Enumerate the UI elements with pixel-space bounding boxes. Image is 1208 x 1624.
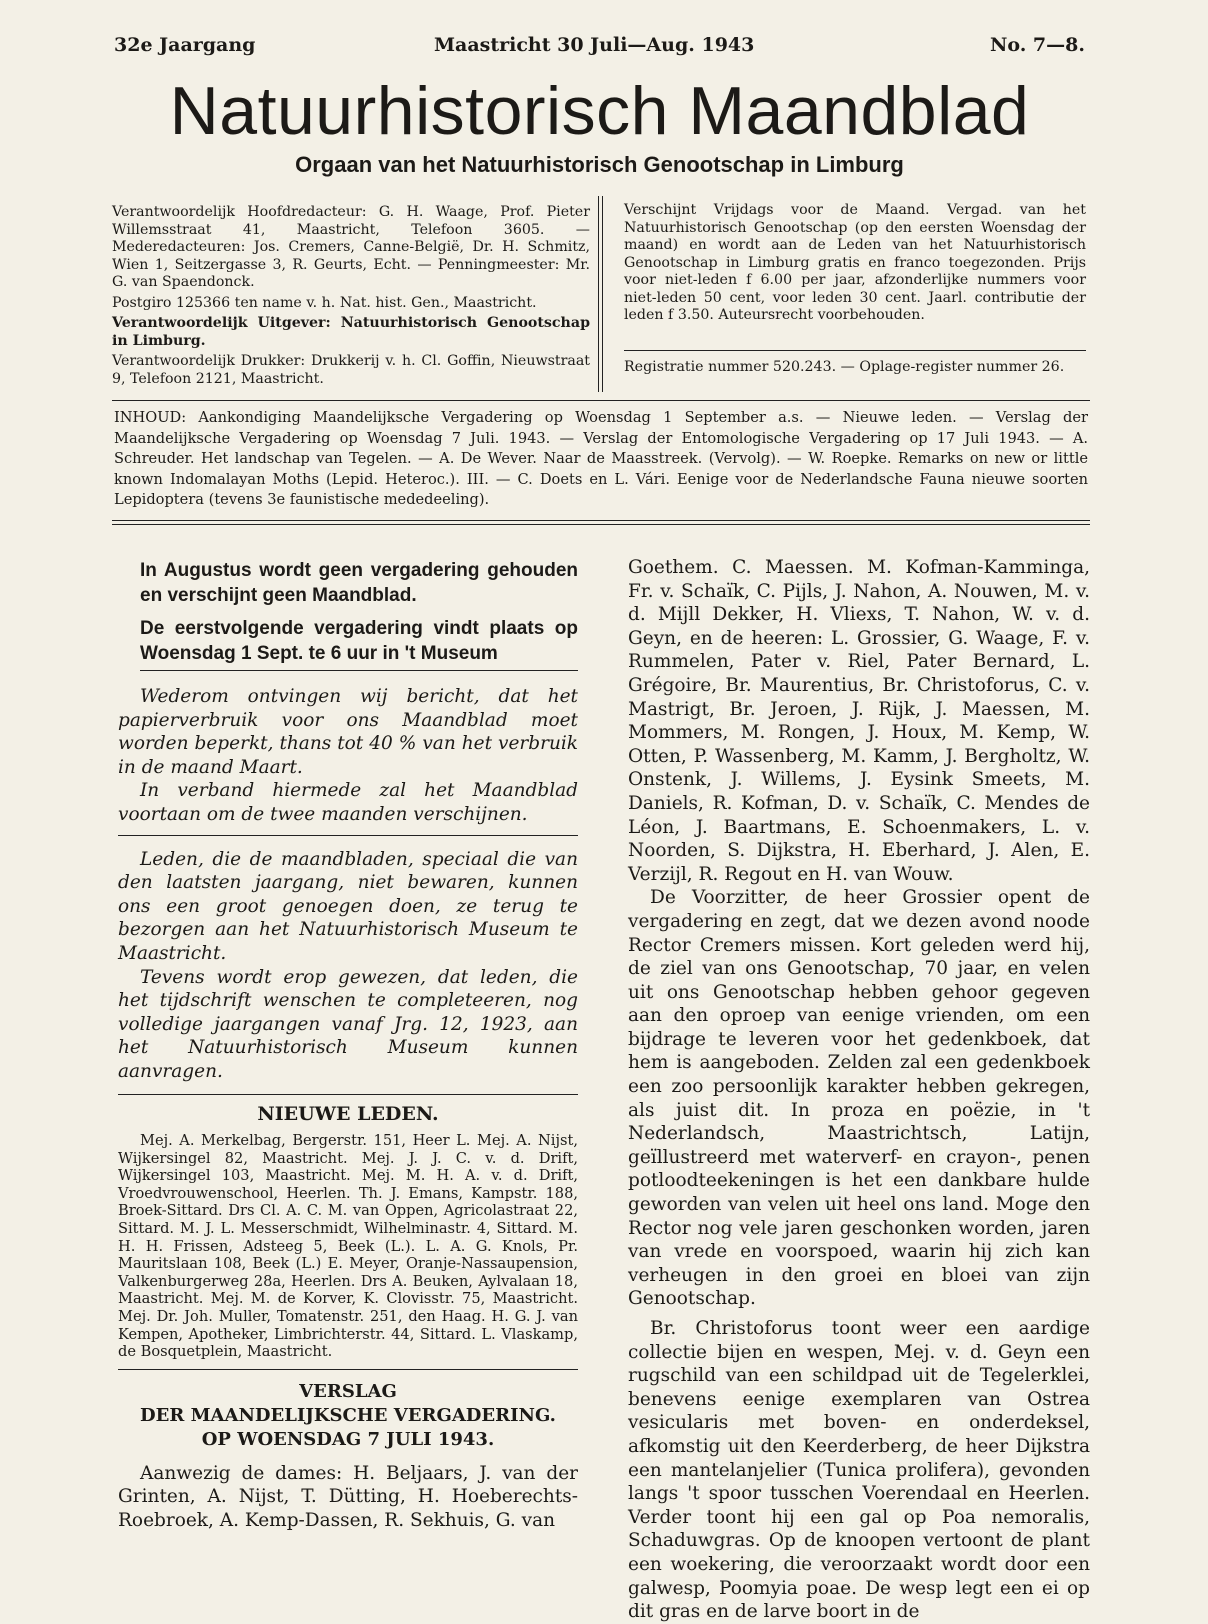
issue-number: No. 7—8. <box>990 34 1085 56</box>
return-notice-text: Leden, die de maandbladen, speciaal die van den laatsten jaargang, niet bewaren, kunnen ons een groot genoegen doen, ze terug te bezorgen aan het Natuurhistorisch Museum te Maastricht. <box>118 848 578 964</box>
notice-no-meeting: In Augustus wordt geen vergadering gehouden en verschijnt geen Maandblad. <box>140 560 578 606</box>
return-notice-text: Tevens wordt erop gewezen, dat leden, die het tijdschrift wenschen te completeeren, nog volledige jaargangen vanaf Jrg. 12, 1923, aan het Natuurhistorisch Museum kunnen aanvragen. <box>118 966 578 1082</box>
report-heading-line: VERSLAG <box>299 1380 397 1402</box>
left-column <box>118 558 578 1533</box>
colophon <box>112 196 1090 392</box>
publisher: Verantwoordelijk Uitgever: Natuurhistorisch Genootschap in Limburg. <box>112 315 590 349</box>
members-heading: NIEUWE LEDEN. <box>257 1102 439 1125</box>
column-divider <box>598 196 603 392</box>
divider <box>112 400 1090 401</box>
chairman-opening: De Voorzitter, de heer Grossier opent de vergadering en zegt, dat we dezen avond noode Rector Cremers missen. Kort geleden werd hij, de ziel van ons Genootschap, 70 jaar, en velen uit ons Genootschap hebben gehoor gegeven aan den oproep van eenige vrienden, om een bijdrage te leveren voor het gedenkboek, dat hem is aangeboden. Zelden zal een gedenkboek een zoo persoonlijk karakter hebben gekregen, als juist dit. In proza en poëzie, in 't Nederlandsch, Maastrichtsch, Latijn, geïllustreerd met waterverf- en crayon-, penen potloodteekeningen is het een dankbare hulde geworden van velen uit heel ons land. Moge den Rector nog vele jaren geschonken worden, jaren van vrede en voorspoed, waarin hij zich kan verheugen in den groei en bloei van zijn Genootschap. <box>628 887 1090 1310</box>
table-of-contents: INHOUD: Aankondiging Maandelijksche Vergadering op Woensdag 1 September a.s. — Nieuwe leden. — Verslag der Maandelijksche Vergadering op Woensdag 7 Juli. 1943. — Verslag der Entomologische Vergadering op 17 Juli 1943. — A. Schreuder. Het landschap van Tegelen. — A. De Wever. Naar de Maasstreek. (Vervolg). — W. Roepke. Remarks on new or little known Indomalayan Moths (Lepid. Heteroc.). III. — C. Doets en L. Vári. Eenige voor de Nederlandsche Fauna nieuwe soorten Lepidoptera (tevens 3e faunistische mededeeling). <box>114 409 1088 508</box>
right-column <box>628 556 1090 1624</box>
paper-notice-text: Wederom ontvingen wij bericht, dat het papierverbruik voor ons Maandblad moet worden beperkt, thans tot 40 % van het verbruik in de maand Maart. <box>118 686 578 778</box>
paper-notice-text: In verband hiermede zal het Maandblad voortaan om de twee maanden verschijnen. <box>118 780 578 825</box>
report-heading <box>118 1380 578 1452</box>
journal-subtitle: Orgaan van het Natuurhistorisch Genootschap in Limburg <box>295 152 904 177</box>
paper-notice <box>118 685 578 836</box>
colophon-right <box>624 202 1086 325</box>
printer: Verantwoordelijk Drukker: Drukkerij v. h. Cl. Goffin, Nieuwstraat 9, Telefoon 2121, Maastricht. <box>112 353 590 387</box>
report-heading-line: DER MAANDELIJKSCHE VERGADERING. <box>140 1404 556 1426</box>
divider <box>624 350 1086 351</box>
attendance-continued: Goethem. C. Maessen. M. Kofman-Kamminga, Fr. v. Schaïk, C. Pijls, J. Nahon, A. Nouwen, M. v. d. Mijll Dekker, H. Vliexs, T. Nahon, W. v. d. Geyn, en de heeren: L. Grossier, G. Waage, F. v. Rummelen, Pater v. Riel, Pater Bernard, L. Grégoire, Br. Maurentius, Br. Christoforus, C. v. Mastrigt, Br. Jeroen, J. Rijk, J. Maessen, M. Mommers, M. Rongen, J. Houx, M. Kemp, W. Otten, P. Wassenberg, M. Kamm, J. Bergholtz, W. Onstenk, J. Willems, J. Eysink Smeets, M. Daniels, R. Kofman, D. v. Schaïk, C. Mendes de Léon, J. Baartmans, E. Schoenmakers, L. v. Noorden, S. Dijkstra, H. Eberhard, J. Alen, E. Verzijl, R. Regout en H. van Wouw. <box>628 557 1090 885</box>
new-members-list: Mej. A. Merkelbag, Bergerstr. 151, Heer L. Mej. A. Nijst, Wijkersingel 82, Maastricht. Mej. J. J. C. v. d. Drift, Wijkersingel 103, Maastricht. Mej. M. H. A. v. d. Drift, Vroedvrouwenschool, Heerlen. Th. J. Emans, Kampstr. 188, Broek-Sittard. Drs Cl. A. C. M. van Oppen, Agricolastraat 22, Sittard. M. J. L. Messerschmidt, Wilhelminastr. 4, Sittard. M. H. H. Frissen, Adsteeg 5, Beek (L.). L. A. G. Knols, Pr. Mauritslaan 108, Beek (L.) E. Meyer, Oranje-Nassaupension, Valkenburgerweg 28a, Heerlen. Drs A. Beuken, Aylvalaan 18, Maastricht. Mej. M. de Korver, K. Clovisstr. 75, Maastricht. Mej. Dr. Joh. Muller, Tomatenstr. 251, den Haag. H. G. J. van Kempen, Apotheker, Limbrichterstr. 44, Sittard. L. Vlaskamp, de Bosquetplein, Maastricht. <box>118 1132 578 1370</box>
report-heading-line: OP WOENSDAG 7 JULI 1943. <box>201 1428 495 1450</box>
return-notice <box>118 848 578 1095</box>
exhibits-paragraph: Br. Christoforus toont weer een aardige collectie bijen en wespen, Mej. v. d. Geyn een rugschild van een schildpad uit de Tegelerklei, benevens eenige exemplaren van Ostrea vesicularis met boven- en onderdeksel, afkomstig uit den Keerderberg, de heer Dijkstra een mantelanjelier (Tunica prolifera), gevonden langs 't spoor tusschen Voerendaal en Heerlen. Verder toont hij een gal op Poa nemoralis, Schaduwgras. Op de knoopen vertoont de plant een woekering, die veroorzaakt wordt door een galwesp, Poomyia poae. De wesp legt een ei op dit gras en de larve boort in de <box>628 1318 1090 1623</box>
editors: Verantwoordelijk Hoofdredacteur: G. H. Waage, Prof. Pieter Willemsstraat 41, Maastricht, Telefoon 3605. — Mederedacteuren: Jos. Cremers, Canne-België, Dr. H. Schmitz, Wien 1, Seitzergasse 3, R. Geurts, Echt. — Penningmeester: Mr. G. van Spaendonck. <box>112 204 590 290</box>
publication-info: Verschijnt Vrijdags voor de Maand. Vergad. van het Natuurhistorisch Genootschap (op den eersten Woensdag der maand) en wordt aan de Leden van het Natuurhistorisch Genootschap in Limburg gratis en franco toegezonden. Prijs voor niet-leden f 6.00 per jaar, afzonderlijke nummers voor niet-leden 50 cent, voor leden 30 cent. Jaarl. contributie der leden f 3.50. Auteursrecht voorbehouden. <box>624 202 1086 323</box>
volume: 32e Jaargang <box>114 34 256 56</box>
journal-title: Natuurhistorisch Maandblad <box>169 73 1030 149</box>
attendance: Aanwezig de dames: H. Beljaars, J. van der Grinten, A. Nijst, T. Dütting, H. Hoeberechts-Roebroek, A. Kemp-Dassen, R. Sekhuis, G. van <box>118 1462 578 1531</box>
postgiro: Postgiro 125366 ten name v. h. Nat. hist. Gen., Maastricht. <box>112 294 537 311</box>
colophon-left <box>112 204 590 391</box>
issue-date: Maastricht 30 Juli—Aug. 1943 <box>434 34 755 56</box>
notice-next-meeting: De eerstvolgende vergadering vindt plaats op Woensdag 1 Sept. te 6 uur in 't Museum <box>140 616 578 671</box>
divider <box>112 524 1090 525</box>
registration: Registratie nummer 520.243. — Oplage-register nummer 26. <box>624 359 1065 375</box>
divider <box>112 520 1090 521</box>
